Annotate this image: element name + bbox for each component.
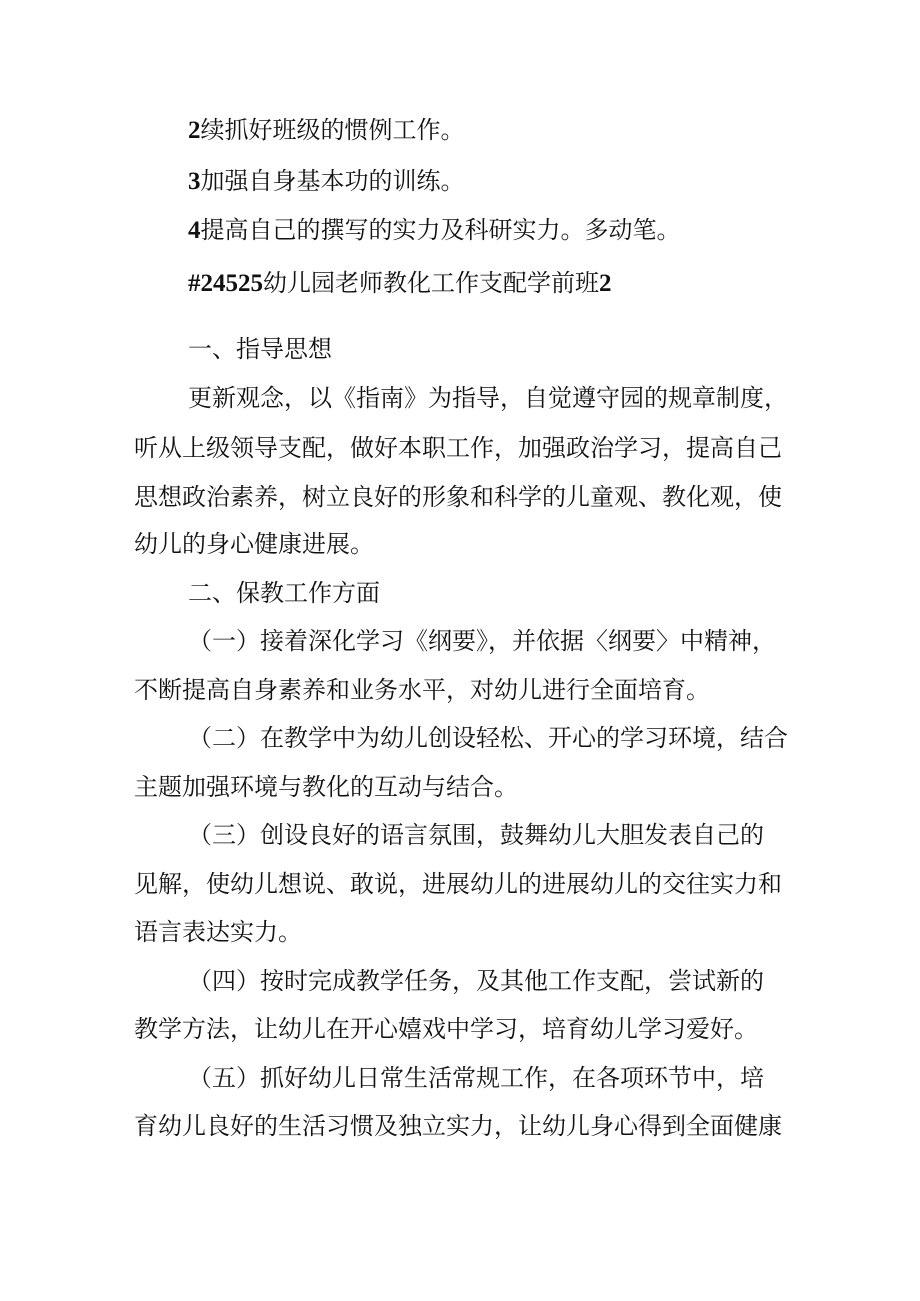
paragraph-line: （四）按时完成教学任务，及其他工作支配，尝试新的 [188,967,764,995]
list-item-number: 3 [188,168,201,195]
title-code: #24525 [188,270,263,297]
paragraph-line: 思想政治素养，树立良好的形象和科学的儿童观、教化观，使 [134,483,782,511]
list-item-text: 续抓好班级的惯例工作。 [200,116,465,144]
list-item-number: 2 [188,117,201,144]
list-item [188,115,465,146]
paragraph-line: 育幼儿良好的生活习惯及独立实力，让幼儿身心得到全面健康 [134,1112,782,1140]
paragraph-line: （三）创设良好的语言氛围，鼓舞幼儿大胆发表自己的 [188,821,764,849]
paragraph-line: 听从上级领导支配，做好本职工作，加强政治学习，提高自己 [134,434,782,462]
paragraph-line: 见解，使幼儿想说、敢说，进展幼儿的进展幼儿的交往实力和 [134,870,782,898]
list-item-text: 加强自身基本功的训练。 [200,167,465,195]
list-item-text: 提高自己的撰写的实力及科研实力。多动笔。 [200,216,681,244]
title-suffix: 2 [599,270,612,297]
section-heading: 一、指导思想 [188,335,332,363]
paragraph-line: 不断提高自身素养和业务水平，对幼儿进行全面培育。 [134,676,710,704]
paragraph-line: 幼儿的身心健康进展。 [134,530,374,558]
list-item [188,166,465,197]
paragraph-line: （五）抓好幼儿日常生活常规工作，在各项环节中，培 [188,1064,764,1092]
paragraph-line: （二）在教学中为幼儿创设轻松、开心的学习环境，结合 [188,724,788,752]
paragraph-line: （一）接着深化学习《纲要》，并依据〈纲要〉中精神， [188,627,776,655]
paragraph-line: 更新观念，以《指南》为指导，自觉遵守园的规章制度， [188,384,788,412]
list-item [188,215,681,246]
paragraph-line: 教学方法，让幼儿在开心嬉戏中学习，培育幼儿学习爱好。 [134,1015,758,1043]
paragraph-line: 主题加强环境与教化的互动与结合。 [134,773,518,801]
list-item-number: 4 [188,217,201,244]
page-title [188,268,612,299]
paragraph-line: 语言表达实力。 [134,918,302,946]
section-heading: 二、保教工作方面 [188,579,380,607]
title-text: 幼儿园老师教化工作支配学前班 [263,269,599,297]
